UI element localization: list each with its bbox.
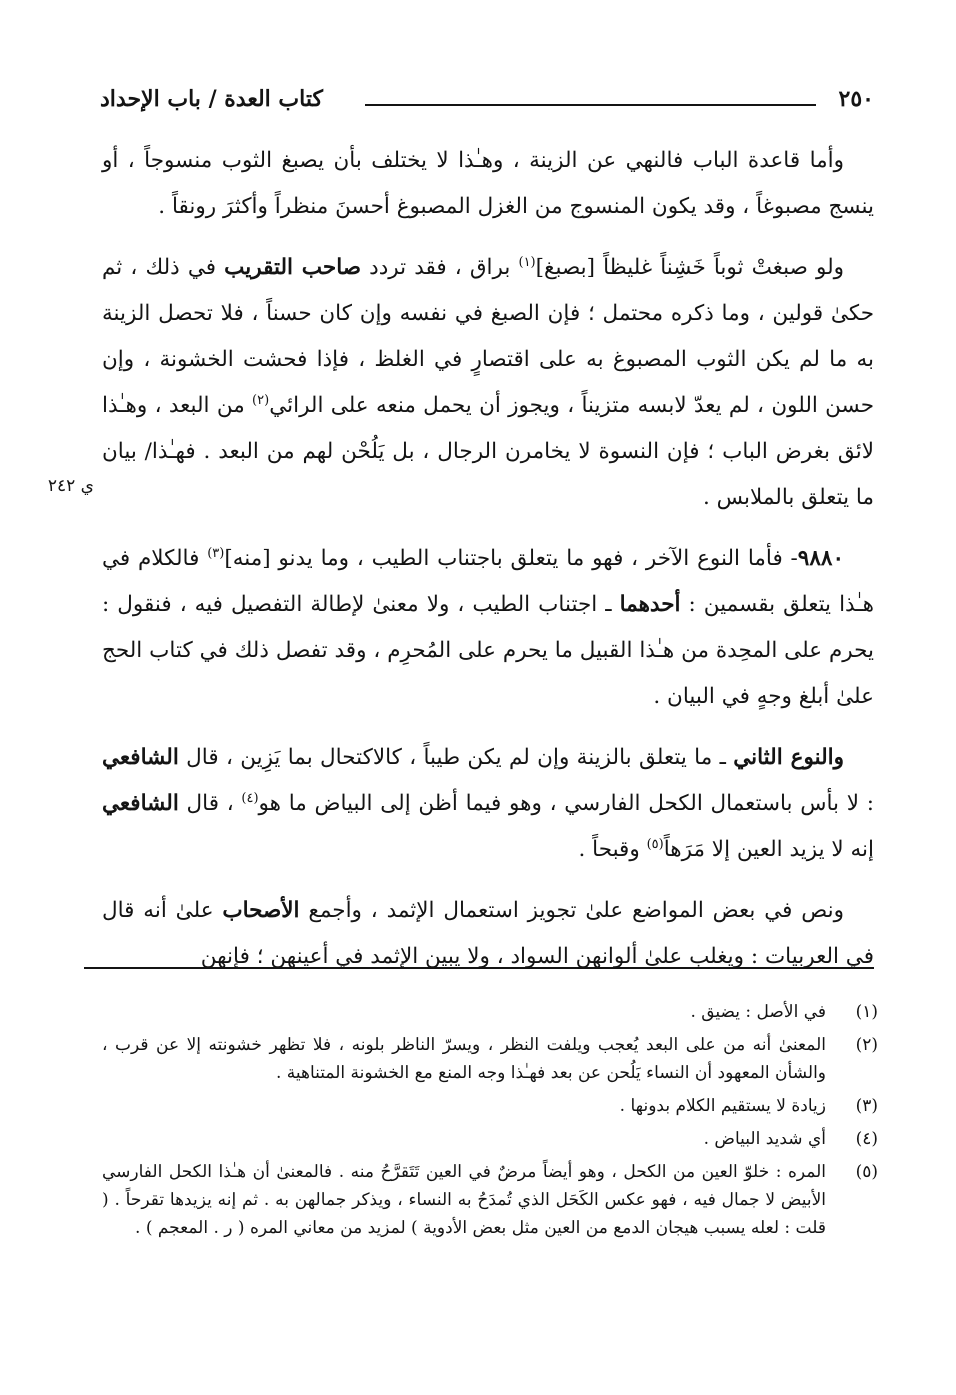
main-text bbox=[102, 138, 874, 995]
running-header bbox=[100, 82, 874, 122]
footnote bbox=[102, 1031, 878, 1087]
footnote-rule bbox=[84, 967, 874, 969]
header-rule bbox=[365, 104, 816, 106]
text-run: براق ، فقد تردد bbox=[361, 255, 519, 280]
footnote-number: (١) bbox=[855, 1002, 878, 1022]
text-run: ونص في بعض المواضع علىٰ تجويز استعمال الإثمد ، وأجمع bbox=[299, 898, 844, 923]
text-run: وقبحاً . bbox=[578, 837, 647, 862]
text-run: ، قال bbox=[178, 791, 242, 816]
paragraph-4 bbox=[102, 735, 874, 873]
text-run: : لا بأس باستعمال الكحل الفارسي ، وهو فيما أظن إلى البياض ما هو bbox=[258, 791, 874, 816]
footnote bbox=[102, 1158, 878, 1242]
bold-term: أحدهما bbox=[619, 592, 681, 617]
bold-term: صاحب التقريب bbox=[224, 255, 361, 280]
footnote-ref-2[interactable]: (٢) bbox=[252, 392, 270, 408]
footnote-text: زيادة لا يستقيم الكلام بدونها . bbox=[619, 1096, 826, 1116]
text-run: - فأما النوع الآخر ، فهو ما يتعلق باجتناب الطيب ، وما يدنو [منه] bbox=[224, 546, 798, 571]
text-run: ـ اجتناب الطيب ، ولا معنىٰ لإطالة التفصيل فيه ، فنقول : يحرم على المحِدة من هـٰذا القبيل ما يحرم على المُحرِم ، وقد تفصل ذلك في كتاب الحج علىٰ أبلغ وجهٍ في البيان . bbox=[102, 592, 874, 709]
running-title: كتاب العدة / باب الإحداد bbox=[100, 86, 323, 112]
bold-term: الأصحاب bbox=[222, 898, 300, 923]
footnote-ref-1[interactable]: (١) bbox=[518, 254, 536, 270]
bold-term: الشافعي bbox=[102, 745, 179, 770]
footnote-ref-3[interactable]: (٣) bbox=[207, 545, 225, 561]
text-run: من البعد ، وهـٰذا لائق بغرض الباب ؛ فإن النسوة لا يخامرن الرجال ، بل يَلُحْن لهم من البعد . فهـٰذا/ بيان ما يتعلق بالملابس . bbox=[102, 393, 874, 510]
footnotes bbox=[102, 998, 878, 1247]
text-run: ولو صبغتْ ثوباً خَشِناً غليظاً [بصبغ] bbox=[535, 255, 845, 280]
footnote-number: (٣) bbox=[855, 1096, 878, 1116]
page-number: ٢٥٠ bbox=[838, 86, 874, 112]
footnote-text: أي شديد البياض . bbox=[703, 1129, 826, 1149]
text-run: في ذلك ، ثم حكىٰ قولين ، وما ذكره محتمل ؛ فإن الصبغ في نفسه وإن كان حسناً ، فلا تحصل الزينة به ما لم يكن الثوب المصبوغ به على اقتصارٍ في الغلظ ، فإذا فحشت الخشونة ، وإن حسن اللون ، لم يعدّ لابسه متزيناً ، ويجوز أن يحمل منعه على الرائي bbox=[102, 255, 875, 418]
text-run: فالكلام في هـٰذا يتعلق بقسمين : bbox=[102, 546, 874, 617]
footnote-text: المعنىٰ أنه من على البعد يُعجب ويلفت النظر ، ويسرّ الناظر بلونه ، فلا تظهر خشونته إلا عن قرب ، والشأن المعهود أن النساء يَلُحن عن بعد فهـٰذا وجه المنع مع الخشونة المتناهية . bbox=[102, 1035, 826, 1083]
footnote-number: (٤) bbox=[855, 1129, 878, 1149]
footnote-number: (٥) bbox=[855, 1162, 878, 1182]
text-run: ـ ما يتعلق بالزينة وإن لم يكن طيباً ، كالاكتحال بما يَزِين ، قال bbox=[178, 745, 734, 770]
footnote-ref-5[interactable]: (٥) bbox=[646, 836, 664, 852]
section-number: ٩٨٨٠ bbox=[797, 546, 844, 571]
paragraph-1: وأما قاعدة الباب فالنهي عن الزينة ، وهـٰذا لا يختلف بأن يصبغ الثوب منسوجاً ، أو ينسج مصبوغاً ، وقد يكون المنسوج من الغزل المصبوغ أحسنَ منظراً وأكثرَ رونقاً . bbox=[102, 148, 874, 219]
text-run: إنه لا يزيد العين إلا مَرَهاً bbox=[663, 837, 874, 862]
footnote bbox=[102, 1125, 878, 1153]
footnote-text: المره : خلوّ العين من الكحل ، وهو أيضاً مرضٌ في العين تَتَقرَّحُ منه . فالمعنىٰ أن هـٰذا الكحل الفارسي الأبيض لا جمال فيه ، فهو عكس الكَحَل الذي تُمدَحُ به النساء ، ويذكر جمالهن به . ثم إنه يزيدها تقرحاً . ( قلت : لعله يسبب هيجان الدمع من العين مثل بعض الأدوية ) لمزيد من معاني المره ( ر . المعجم ) . bbox=[102, 1162, 826, 1238]
footnote bbox=[102, 1092, 878, 1120]
paragraph-3 bbox=[102, 536, 874, 720]
text-run: علىٰ أنه قال في العربيات : ويغلب علىٰ ألوانهن السواد ، ولا يبين الإثمد في أعينهن ؛ فإنهن bbox=[102, 898, 874, 969]
footnote bbox=[102, 998, 878, 1026]
paragraph-2 bbox=[102, 245, 874, 521]
bold-term: والنوع الثاني bbox=[733, 745, 844, 770]
bold-term: الشافعي bbox=[102, 791, 179, 816]
margin-note: ي ٢٤٢ bbox=[47, 476, 94, 496]
footnote-ref-4[interactable]: (٤) bbox=[241, 790, 259, 806]
footnote-number: (٢) bbox=[855, 1035, 878, 1055]
footnote-text: في الأصل : يضيق . bbox=[690, 1002, 826, 1022]
